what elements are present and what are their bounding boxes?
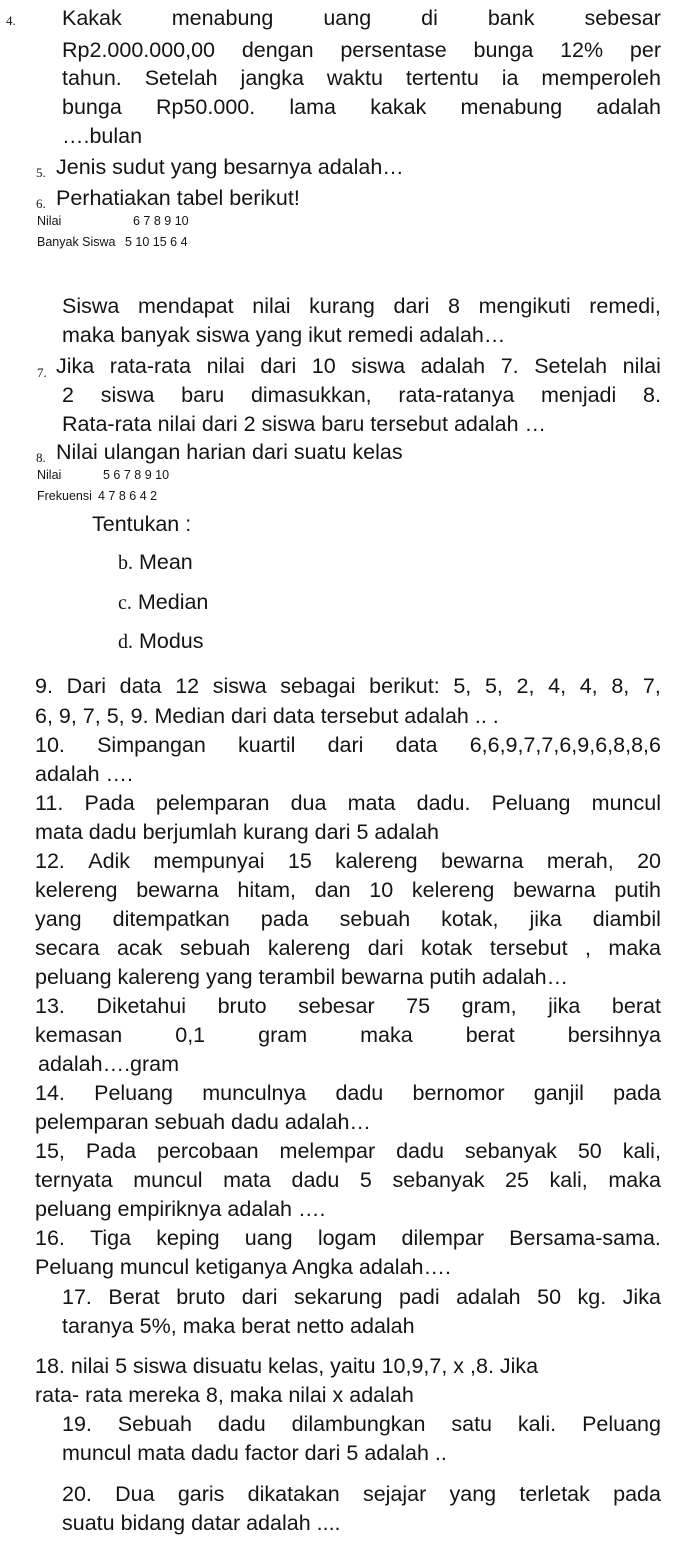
word: , bbox=[585, 936, 591, 960]
table-values: 5 6 7 8 9 10 bbox=[103, 468, 170, 482]
word: berikut: bbox=[369, 674, 440, 698]
word: 7. bbox=[500, 354, 519, 378]
table-label: Banyak Siswa bbox=[37, 235, 116, 249]
word: rata-ratanya bbox=[398, 383, 515, 407]
word: sebagai bbox=[280, 674, 356, 698]
word: logam bbox=[317, 1226, 377, 1250]
word: dua bbox=[290, 791, 327, 815]
word: memperoleh bbox=[541, 66, 661, 90]
word: muncul bbox=[591, 791, 661, 815]
question-line bbox=[62, 40, 661, 62]
word: Dua bbox=[115, 1482, 155, 1506]
word: Pada bbox=[85, 1139, 137, 1163]
word: uang bbox=[323, 6, 372, 30]
word: rata-rata bbox=[109, 354, 192, 378]
word: 12% bbox=[560, 38, 604, 62]
list-item-label: b. bbox=[118, 552, 133, 574]
word: dari bbox=[241, 1285, 278, 1309]
question-line bbox=[35, 996, 661, 1018]
word: dadu bbox=[291, 1168, 340, 1192]
word: 50 bbox=[577, 1139, 602, 1163]
word: maka bbox=[608, 1168, 661, 1192]
word: Jika bbox=[622, 1285, 661, 1309]
word: 0,1 bbox=[175, 1023, 206, 1047]
word: dengan bbox=[241, 38, 314, 62]
word: Peluang bbox=[94, 1081, 174, 1105]
word: 8. bbox=[643, 383, 661, 407]
word: muncul bbox=[133, 1168, 203, 1192]
word: kotak, bbox=[441, 907, 499, 931]
word: siswa bbox=[100, 383, 155, 407]
word: dilempar bbox=[401, 1226, 484, 1250]
word: adalah bbox=[456, 1285, 521, 1309]
word: 4, bbox=[548, 674, 567, 698]
word: ditempatkan bbox=[112, 907, 230, 931]
word: uang bbox=[244, 1226, 293, 1250]
word: dilambungkan bbox=[291, 1412, 426, 1436]
word: kakak bbox=[370, 95, 427, 119]
word: Rp2.000.000,00 bbox=[62, 38, 216, 62]
question-number: 6. bbox=[36, 196, 46, 211]
word: Dari bbox=[66, 674, 107, 698]
word: Diketahui bbox=[96, 994, 187, 1018]
question-line bbox=[62, 1484, 661, 1506]
word: 4, bbox=[579, 674, 598, 698]
word: maka bbox=[360, 1023, 413, 1047]
list-item-text: Mean bbox=[138, 550, 193, 574]
question-line bbox=[35, 1141, 661, 1163]
word: 5, bbox=[453, 674, 472, 698]
word: sebesar bbox=[298, 994, 375, 1018]
word: bunga bbox=[473, 38, 534, 62]
word: keping bbox=[156, 1226, 220, 1250]
word: nilai bbox=[252, 294, 291, 318]
word: mendapat bbox=[137, 294, 234, 318]
word: 7, bbox=[642, 674, 661, 698]
list-item bbox=[118, 552, 193, 574]
word: 19. bbox=[62, 1412, 92, 1436]
question-number: 8. bbox=[36, 450, 46, 465]
word: 10. bbox=[35, 733, 65, 757]
word: sebuah bbox=[339, 907, 411, 931]
word: garis bbox=[177, 1482, 225, 1506]
question-line bbox=[35, 1083, 661, 1105]
word: sebuah bbox=[179, 936, 251, 960]
table-values: 6 7 8 9 10 bbox=[133, 214, 189, 228]
word: tersebut bbox=[489, 936, 568, 960]
word: satu bbox=[451, 1412, 493, 1436]
question-line bbox=[35, 1170, 661, 1192]
word: 13. bbox=[35, 994, 65, 1018]
question-line bbox=[62, 68, 661, 90]
word: dadu bbox=[217, 1412, 266, 1436]
word: mata bbox=[347, 791, 396, 815]
word: sekarung bbox=[294, 1285, 383, 1309]
question-line: mata dadu berjumlah kurang dari 5 adalah bbox=[35, 820, 439, 844]
word: baru bbox=[181, 383, 225, 407]
question-line bbox=[35, 676, 661, 698]
question-line bbox=[62, 1287, 661, 1309]
word: 5, bbox=[484, 674, 503, 698]
word: 9. bbox=[35, 674, 53, 698]
word: sebesar bbox=[584, 6, 661, 30]
word: per bbox=[629, 38, 661, 62]
word: lama bbox=[289, 95, 336, 119]
word: Jika bbox=[56, 354, 95, 378]
question-line bbox=[56, 356, 661, 378]
table-values: 5 10 15 6 4 bbox=[125, 235, 188, 249]
question-number: 4. bbox=[6, 13, 16, 28]
word: bruto bbox=[176, 1285, 226, 1309]
question-line: Rata-rata nilai dari 2 siswa baru tersebut adalah … bbox=[62, 412, 547, 436]
word: dadu. bbox=[416, 791, 471, 815]
word: 2, bbox=[516, 674, 535, 698]
word: bruto bbox=[217, 994, 267, 1018]
word: padi bbox=[398, 1285, 440, 1309]
list-item-label: d. bbox=[118, 631, 133, 653]
word: terletak bbox=[519, 1482, 590, 1506]
question-line: rata- rata mereka 8, maka nilai x adalah bbox=[35, 1383, 414, 1407]
word: siswa bbox=[351, 354, 406, 378]
word: pelemparan bbox=[155, 791, 270, 815]
question-text: Perhatiakan tabel berikut! bbox=[56, 186, 300, 210]
word: sebanyak bbox=[464, 1139, 557, 1163]
word: putih bbox=[614, 878, 661, 902]
question-line bbox=[35, 880, 661, 902]
word: dadu bbox=[396, 1139, 444, 1163]
word: dari bbox=[260, 354, 297, 378]
word: menabung bbox=[460, 95, 563, 119]
word: data bbox=[119, 674, 162, 698]
word: sejajar bbox=[362, 1482, 427, 1506]
word: kotak bbox=[421, 936, 473, 960]
question-line bbox=[35, 735, 661, 757]
question-line bbox=[35, 938, 661, 960]
question-line bbox=[35, 851, 661, 873]
word: sebanyak bbox=[392, 1168, 485, 1192]
word: bank bbox=[487, 6, 535, 30]
list-item-text: Median bbox=[137, 590, 209, 614]
word: Rp50.000. bbox=[155, 95, 256, 119]
list-item bbox=[118, 631, 204, 653]
word: menabung bbox=[171, 6, 274, 30]
list-item-text: Modus bbox=[138, 629, 204, 653]
word: 8, bbox=[611, 674, 630, 698]
word: Setelah bbox=[144, 66, 218, 90]
word: Peluang bbox=[582, 1412, 661, 1436]
word: Pada bbox=[84, 791, 135, 815]
word: ia bbox=[501, 66, 519, 90]
table-label: Nilai bbox=[37, 468, 62, 482]
question-prompt: Tentukan : bbox=[92, 512, 192, 536]
word: bewarna bbox=[513, 878, 596, 902]
word: 14. bbox=[35, 1081, 65, 1105]
word: gram bbox=[258, 1023, 308, 1047]
word: 25 bbox=[505, 1168, 529, 1192]
word: bewarna bbox=[136, 878, 219, 902]
question-line bbox=[35, 1025, 661, 1047]
question-line bbox=[62, 97, 661, 119]
word: Setelah bbox=[534, 354, 608, 378]
question-line bbox=[35, 1228, 661, 1250]
word: siswa bbox=[212, 674, 267, 698]
word: jika bbox=[548, 994, 581, 1018]
word: kelereng bbox=[411, 878, 495, 902]
word: 15 bbox=[287, 849, 312, 873]
question-line: muncul mata dadu factor dari 5 adalah .. bbox=[62, 1441, 447, 1465]
word: kali. bbox=[517, 1412, 557, 1436]
word: mengikuti bbox=[478, 294, 571, 318]
word: 17. bbox=[62, 1285, 92, 1309]
word: kelereng bbox=[35, 878, 118, 902]
list-item-label: c. bbox=[118, 592, 132, 614]
question-line: taranya 5%, maka berat netto adalah bbox=[62, 1314, 415, 1338]
word: acak bbox=[116, 936, 163, 960]
word: diambil bbox=[592, 907, 661, 931]
question-line: suatu bidang datar adalah .... bbox=[62, 1511, 341, 1535]
word: munculnya bbox=[202, 1081, 307, 1105]
word: hitam, bbox=[237, 878, 296, 902]
word: dadu bbox=[335, 1081, 384, 1105]
word: menjadi bbox=[541, 383, 617, 407]
word: adalah bbox=[596, 95, 661, 119]
word: kali, bbox=[622, 1139, 661, 1163]
word: Bersama-sama. bbox=[509, 1226, 661, 1250]
question-line: 18. nilai 5 siswa disuatu kelas, yaitu 10,9,7, x ,8. Jika bbox=[35, 1354, 539, 1378]
word: ternyata bbox=[35, 1168, 113, 1192]
question-text: Jenis sudut yang besarnya adalah… bbox=[56, 155, 404, 179]
word: 10 bbox=[369, 878, 394, 902]
word: persentase bbox=[340, 38, 447, 62]
question-line: ….bulan bbox=[62, 124, 143, 148]
word: bunga bbox=[62, 95, 122, 119]
question-line bbox=[62, 296, 661, 318]
word: bersihnya bbox=[567, 1023, 661, 1047]
word: pada bbox=[613, 1482, 661, 1506]
word: mata bbox=[223, 1168, 271, 1192]
word: 5 bbox=[359, 1168, 372, 1192]
word: 6,6,9,7,7,6,9,6,8,8,6 bbox=[469, 733, 661, 757]
word: yang bbox=[449, 1482, 497, 1506]
word: kurang bbox=[309, 294, 375, 318]
word: remedi, bbox=[589, 294, 661, 318]
word: 15, bbox=[35, 1139, 65, 1163]
word: dari bbox=[393, 294, 430, 318]
word: kg. bbox=[577, 1285, 607, 1309]
word: jika bbox=[529, 907, 562, 931]
word: 12 bbox=[175, 674, 200, 698]
word: nilai bbox=[206, 354, 245, 378]
question-line bbox=[35, 793, 661, 815]
question-line: maka banyak siswa yang ikut remedi adalah… bbox=[62, 323, 506, 347]
word: Sebuah bbox=[117, 1412, 192, 1436]
word: berat bbox=[465, 1023, 515, 1047]
word: Berat bbox=[108, 1285, 160, 1309]
word: melempar bbox=[279, 1139, 376, 1163]
word: Siswa bbox=[62, 294, 120, 318]
word: jangka bbox=[240, 66, 304, 90]
list-item bbox=[118, 592, 208, 614]
question-line: peluang empiriknya adalah …. bbox=[35, 1197, 326, 1221]
word: kemasan bbox=[35, 1023, 123, 1047]
question-line: 6, 9, 7, 5, 9. Median dari data tersebut adalah .. . bbox=[35, 704, 499, 728]
word: di bbox=[421, 6, 438, 30]
question-number: 7. bbox=[37, 365, 47, 380]
question-line: adalah….gram bbox=[38, 1052, 180, 1076]
word: kali, bbox=[549, 1168, 588, 1192]
question-line bbox=[62, 385, 661, 407]
question-text: Nilai ulangan harian dari suatu kelas bbox=[56, 440, 403, 464]
question-line: adalah …. bbox=[35, 762, 134, 786]
word: yang bbox=[35, 907, 82, 931]
word: 2 bbox=[62, 383, 74, 407]
word: Peluang bbox=[491, 791, 571, 815]
word: tahun. bbox=[62, 66, 122, 90]
word: maka bbox=[608, 936, 661, 960]
question-line: Peluang muncul ketiganya Angka adalah…. bbox=[35, 1255, 451, 1279]
question-line bbox=[62, 1414, 661, 1436]
word: kalereng bbox=[267, 936, 351, 960]
table-values: 4 7 8 6 4 2 bbox=[98, 489, 158, 503]
word: ganjil bbox=[533, 1081, 584, 1105]
word: 10 bbox=[311, 354, 336, 378]
word: 20. bbox=[62, 1482, 92, 1506]
word: tertentu bbox=[405, 66, 479, 90]
word: pada bbox=[260, 907, 309, 931]
word: Kakak bbox=[62, 6, 122, 30]
word: adalah bbox=[420, 354, 486, 378]
word: secara bbox=[35, 936, 100, 960]
word: merah, bbox=[546, 849, 614, 873]
word: bewarna bbox=[440, 849, 524, 873]
word: dimasukkan, bbox=[250, 383, 372, 407]
word: mempunyai bbox=[153, 849, 265, 873]
question-line: peluang kalereng yang terambil bewarna putih adalah… bbox=[35, 965, 569, 989]
word: dan bbox=[314, 878, 351, 902]
word: 75 bbox=[406, 994, 431, 1018]
word: dikatakan bbox=[247, 1482, 340, 1506]
word: Simpangan bbox=[97, 733, 206, 757]
question-line bbox=[62, 8, 661, 30]
table-label: Frekuensi bbox=[37, 489, 92, 503]
word: dari bbox=[367, 936, 404, 960]
word: dari bbox=[327, 733, 364, 757]
word: waktu bbox=[326, 66, 383, 90]
word: 12. bbox=[35, 849, 65, 873]
question-line: pelemparan sebuah dadu adalah… bbox=[35, 1110, 371, 1134]
word: 16. bbox=[35, 1226, 65, 1250]
word: kalereng bbox=[335, 849, 418, 873]
word: gram, bbox=[461, 994, 517, 1018]
word: pada bbox=[613, 1081, 661, 1105]
word: nilai bbox=[622, 354, 661, 378]
question-number: 5. bbox=[36, 165, 46, 180]
word: 8 bbox=[447, 294, 460, 318]
word: Tiga bbox=[90, 1226, 132, 1250]
word: bernomor bbox=[412, 1081, 505, 1105]
word: data bbox=[395, 733, 438, 757]
question-line bbox=[35, 909, 661, 931]
word: berat bbox=[611, 994, 661, 1018]
table-label: Nilai bbox=[37, 214, 62, 228]
word: percobaan bbox=[156, 1139, 259, 1163]
word: 50 bbox=[537, 1285, 562, 1309]
word: kuartil bbox=[238, 733, 296, 757]
word: 11. bbox=[35, 791, 64, 815]
word: 20 bbox=[637, 849, 661, 873]
word: Adik bbox=[88, 849, 131, 873]
